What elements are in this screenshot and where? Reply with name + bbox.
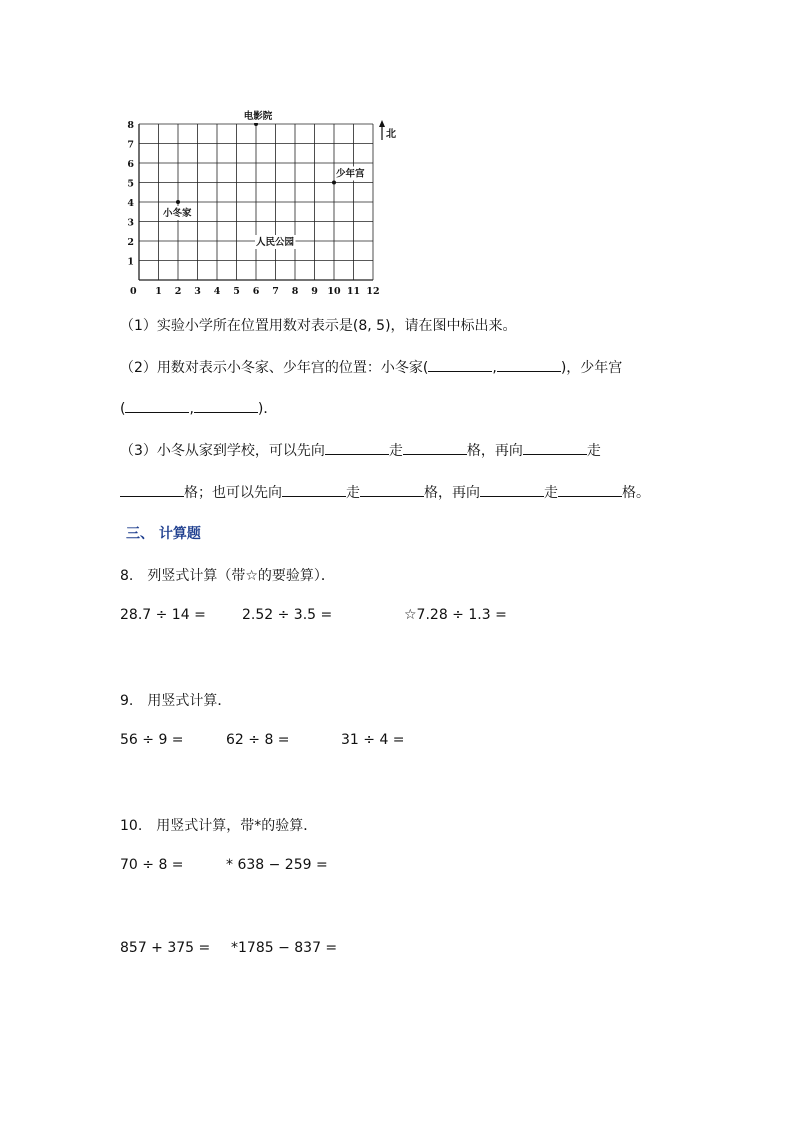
x-tick-label: 6 [252,286,260,297]
x-tick-label: 7 [272,286,279,297]
q7-part1-text: （1）实验小学所在位置用数对表示是(8, 5)，请在图中标出来。 [120,318,517,334]
y-tick-label: 6 [127,159,134,170]
q8-title: 8. 列竖式计算（带☆的要验算）． [120,568,335,584]
q7-part3-d: 走 [586,443,601,459]
q7-part2-cont [120,398,277,418]
north-arrow [379,120,396,140]
x-tick-label: 11 [346,286,361,297]
x-tick-label: 1 [155,286,162,297]
place-point [332,181,336,185]
y-tick-label: 1 [127,256,134,268]
q7-part2-comma: , [492,360,497,376]
q10-title: 10. 用竖式计算，带*的验算． [120,818,318,834]
coordinate-grid [120,106,410,300]
q7-part3-i: 格。 [622,485,650,501]
q7-part3-h: 走 [544,485,558,501]
answer-blank[interactable] [480,482,544,497]
answer-blank[interactable] [120,482,184,497]
north-label: 北 [386,129,396,140]
x-tick-label: 2 [174,286,182,297]
y-tick-label: 4 [127,198,134,209]
x-tick-label: 8 [291,286,299,297]
section-heading: 三、 计算题 [126,526,201,542]
x-tick-label: 3 [194,286,201,297]
y-tick-label: 2 [127,237,134,248]
q7-part2-text1: （2）用数对表示小冬家、少年宫的位置：小冬家( [120,360,429,376]
answer-blank[interactable] [360,482,424,497]
q9-item: 56 ÷ 9 = [120,732,184,748]
q7-part1 [120,315,517,335]
place-label: 小冬家 [163,208,192,219]
q7-part3-cont [120,482,650,502]
q10-item: * 638 − 259 = [226,857,328,873]
q8-item: 28.7 ÷ 14 = [120,607,206,623]
grid-lines [139,124,373,280]
q7-part3-g: 格，再向 [424,485,480,501]
place-label: 人民公园 [256,237,295,248]
q7-part3-a: （3）小冬从家到学校，可以先向 [120,443,325,459]
place-label: 电影院 [243,111,273,122]
answer-blank[interactable] [325,440,389,455]
x-tick-label: 9 [311,286,318,297]
answer-blank[interactable] [428,357,492,372]
q7-part3 [120,440,601,460]
q9-item: 31 ÷ 4 = [341,732,405,748]
answer-blank[interactable] [282,482,346,497]
x-tick-label: 12 [366,286,380,297]
q8-item: ☆7.28 ÷ 1.3 = [404,607,507,623]
place-point [176,200,180,204]
answer-blank[interactable] [125,398,189,413]
x-tick-label: 10 [327,286,341,297]
q9-title: 9. 用竖式计算． [120,693,232,709]
answer-blank[interactable] [558,482,622,497]
q8-item: 2.52 ÷ 3.5 = [242,607,333,623]
q7-part3-e: 格；也可以先向 [184,485,282,501]
answer-blank[interactable] [497,357,561,372]
q7-part2 [120,357,622,377]
x-tick-label: 5 [233,286,240,297]
q10-item: *1785 − 837 = [231,940,338,956]
y-tick-label: 3 [127,217,134,229]
answer-blank[interactable] [194,398,258,413]
q9-item: 62 ÷ 8 = [226,732,290,748]
q7-part2-close: )． [257,401,278,417]
x-tick-label: 4 [213,286,221,297]
place-label: 少年宫 [336,168,365,180]
q7-part2-open: ( [120,401,126,417]
answer-blank[interactable] [523,440,587,455]
q10-item: 70 ÷ 8 = [120,857,184,873]
q7-part3-c: 格，再向 [466,443,523,459]
q7-part2-comma: , [189,401,194,417]
y-tick-label: 8 [127,120,134,131]
q7-part2-text2: )，少年宫 [560,360,623,376]
answer-blank[interactable] [403,440,467,455]
q10-item: 857 + 375 = [120,940,211,956]
q7-part3-f: 走 [346,485,360,501]
q7-part3-b: 走 [388,443,403,459]
y-tick-label: 7 [127,139,134,151]
y-tick-label: 5 [127,178,134,190]
x-tick-label: 0 [130,286,137,297]
grid-places [162,109,366,249]
